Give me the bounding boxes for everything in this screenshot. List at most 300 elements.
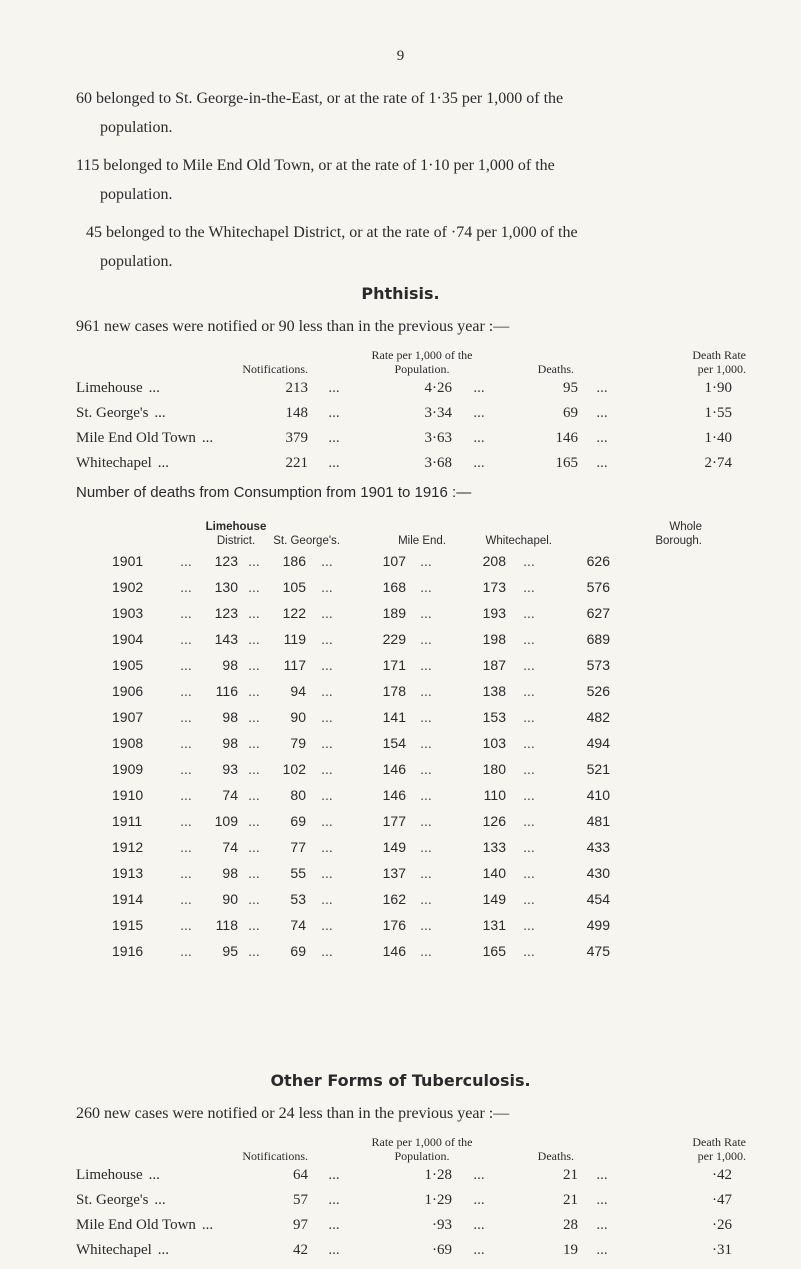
notifications-cell: 57 (293, 1192, 308, 1208)
district-name: Mile End Old Town (76, 1217, 196, 1233)
notifications-cell: 213 (285, 380, 308, 396)
header-rate-line1: Rate per 1,000 of the (371, 348, 473, 362)
limehouse-cell: 98 (222, 735, 238, 751)
leader-dots: ... (154, 1192, 166, 1208)
header-death-rate (578, 1127, 746, 1163)
leader-dots: ... (420, 943, 432, 959)
whole-cell: 576 (586, 579, 610, 595)
leader-dots: ... (420, 553, 432, 569)
header-death-rate (578, 340, 746, 376)
year-cell: 1901 (112, 553, 144, 569)
year-cell: 1911 (112, 813, 143, 829)
leader-dots: ... (420, 735, 432, 751)
mileend-cell: 229 (382, 631, 406, 647)
page-number: 9 (396, 48, 405, 64)
leader-dots: ... (180, 657, 192, 673)
leader-dots: ... (180, 917, 192, 933)
mileend-cell: 141 (382, 709, 406, 725)
header-limehouse-line1: Limehouse (205, 521, 267, 533)
leader-dots: ... (248, 735, 260, 751)
leader-dots: ... (321, 683, 333, 699)
table-row (76, 1188, 746, 1213)
district-name: St. George's (76, 1192, 149, 1208)
leader-dots: ... (180, 709, 192, 725)
notifications-cell: 148 (285, 405, 308, 421)
leader-dots: ... (248, 579, 260, 595)
phthisis-heading: Phthisis. (361, 284, 440, 303)
district-name: Whitechapel (76, 455, 152, 471)
notifications-cell: 42 (293, 1242, 308, 1258)
whitechapel-cell: 103 (482, 735, 506, 751)
leader-dots: ... (596, 430, 608, 446)
leader-dots: ... (523, 735, 535, 751)
leader-dots: ... (328, 1167, 340, 1183)
leader-dots: ... (248, 917, 260, 933)
mileend-cell: 162 (382, 891, 406, 907)
leader-dots: ... (420, 813, 432, 829)
leader-dots: ... (523, 709, 535, 725)
other-tb-table (76, 1127, 746, 1263)
table-row (76, 376, 746, 401)
header-death-rate-line1: Death Rate (692, 1135, 746, 1149)
whole-cell: 573 (586, 657, 610, 673)
stgeorge-cell: 74 (290, 917, 306, 933)
limehouse-cell: 93 (222, 761, 238, 777)
leader-dots: ... (523, 657, 535, 673)
year-cell: 1913 (112, 865, 144, 881)
rate-cell: 3·68 (424, 455, 452, 471)
leader-dots: ... (328, 1242, 340, 1258)
header-rate (308, 340, 506, 376)
leader-dots: ... (321, 761, 333, 777)
whole-cell: 475 (586, 943, 610, 959)
death-rate-cell: ·31 (712, 1242, 732, 1258)
death-rate-cell: ·47 (712, 1192, 732, 1208)
leader-dots: ... (328, 455, 340, 471)
leader-dots: ... (420, 657, 432, 673)
mileend-cell: 189 (382, 605, 406, 621)
table-row (112, 626, 702, 652)
district-cell (76, 426, 222, 451)
death-rate-cell: 1·40 (704, 430, 732, 446)
header-deaths: Deaths. (537, 362, 574, 376)
year-cell: 1912 (112, 839, 144, 855)
limehouse-cell: 109 (214, 813, 238, 829)
table-row (112, 808, 702, 834)
leader-dots: ... (420, 579, 432, 595)
leader-dots: ... (157, 1242, 170, 1258)
leader-dots: ... (248, 683, 260, 699)
leader-dots: ... (596, 455, 608, 471)
mileend-cell: 137 (382, 865, 406, 881)
leader-dots: ... (248, 605, 260, 621)
leader-dots: ... (420, 839, 432, 855)
limehouse-cell: 74 (222, 839, 238, 855)
table-row (76, 426, 746, 451)
whitechapel-cell: 180 (482, 761, 506, 777)
limehouse-cell: 98 (222, 709, 238, 725)
whitechapel-cell: 149 (482, 891, 506, 907)
notifications-cell: 64 (293, 1167, 308, 1183)
limehouse-cell: 95 (222, 943, 238, 959)
paragraph-st-george (76, 84, 746, 142)
district-cell (76, 376, 222, 401)
leader-dots: ... (248, 631, 260, 647)
whitechapel-cell: 187 (482, 657, 506, 673)
stgeorge-cell: 69 (290, 813, 306, 829)
rate-cell: 1·29 (424, 1192, 452, 1208)
paragraph-mile-end (76, 151, 746, 209)
leader-dots: ... (248, 787, 260, 803)
leader-dots: ... (420, 631, 432, 647)
whitechapel-cell: 208 (482, 553, 506, 569)
leader-dots: ... (248, 657, 260, 673)
leader-dots: ... (473, 1167, 485, 1183)
paragraph-line: population. (100, 186, 173, 203)
whitechapel-cell: 133 (482, 839, 506, 855)
limehouse-cell: 123 (214, 605, 238, 621)
deaths-cell: 21 (563, 1167, 578, 1183)
table-row (112, 886, 702, 912)
whole-cell: 433 (586, 839, 610, 855)
death-rate-cell: ·26 (712, 1217, 732, 1233)
mileend-cell: 146 (382, 761, 406, 777)
leader-dots: ... (180, 891, 192, 907)
deaths-cell: 21 (563, 1192, 578, 1208)
leader-dots: ... (473, 380, 485, 396)
leader-dots: ... (321, 735, 333, 751)
district-cell (76, 1213, 222, 1238)
header-st-george: St. George's. (273, 535, 340, 547)
whitechapel-cell: 126 (482, 813, 506, 829)
deaths-cell: 19 (563, 1242, 578, 1258)
death-rate-cell: ·42 (712, 1167, 732, 1183)
leader-dots: ... (473, 1242, 485, 1258)
whole-cell: 689 (586, 631, 610, 647)
district-name: St. George's (76, 405, 149, 421)
leader-dots: ... (321, 787, 333, 803)
table-row (112, 678, 702, 704)
rate-cell: ·93 (432, 1217, 452, 1233)
leader-dots: ... (523, 761, 535, 777)
district-cell (76, 1238, 222, 1263)
phthisis-table (76, 340, 746, 476)
header-limehouse (202, 514, 270, 548)
leader-dots: ... (420, 865, 432, 881)
phthisis-intro: 961 new cases were notified or 90 less than in the previous year :— (76, 318, 510, 335)
mileend-cell: 177 (382, 813, 406, 829)
header-death-rate-line2: per 1,000. (697, 362, 746, 376)
district-cell (76, 1188, 222, 1213)
leader-dots: ... (180, 787, 192, 803)
mileend-cell: 168 (382, 579, 406, 595)
leader-dots: ... (321, 917, 333, 933)
leader-dots: ... (248, 865, 260, 881)
leader-dots: ... (321, 943, 333, 959)
leader-dots: ... (523, 943, 535, 959)
year-cell: 1903 (112, 605, 144, 621)
whole-cell: 482 (586, 709, 610, 725)
whole-cell: 521 (586, 761, 610, 777)
rate-cell: 4·26 (424, 380, 452, 396)
leader-dots: ... (328, 1192, 340, 1208)
table-row (112, 704, 702, 730)
leader-dots: ... (523, 787, 535, 803)
stgeorge-cell: 102 (282, 761, 306, 777)
table-row (76, 451, 746, 476)
whitechapel-cell: 140 (482, 865, 506, 881)
leader-dots: ... (180, 865, 192, 881)
leader-dots: ... (523, 605, 535, 621)
leader-dots: ... (596, 1217, 608, 1233)
mileend-cell: 149 (382, 839, 406, 855)
leader-dots: ... (180, 839, 192, 855)
leader-dots: ... (328, 1217, 340, 1233)
stgeorge-cell: 94 (290, 683, 306, 699)
leader-dots: ... (321, 865, 333, 881)
table-row (112, 860, 702, 886)
deaths-cell: 95 (563, 380, 578, 396)
year-cell: 1908 (112, 735, 144, 751)
leader-dots: ... (321, 631, 333, 647)
district-cell (76, 451, 222, 476)
leader-dots: ... (523, 891, 535, 907)
limehouse-cell: 98 (222, 865, 238, 881)
leader-dots: ... (180, 943, 192, 959)
leader-dots: ... (248, 813, 260, 829)
stgeorge-cell: 80 (290, 787, 306, 803)
table-row (112, 574, 702, 600)
paragraph-line: population. (100, 119, 173, 136)
mileend-cell: 146 (382, 943, 406, 959)
stgeorge-cell: 90 (290, 709, 306, 725)
whole-cell: 454 (586, 891, 610, 907)
district-name: Mile End Old Town (76, 430, 196, 446)
mileend-cell: 176 (382, 917, 406, 933)
year-cell: 1905 (112, 657, 144, 673)
leader-dots: ... (180, 735, 192, 751)
limehouse-cell: 123 (214, 553, 238, 569)
limehouse-cell: 130 (214, 579, 238, 595)
year-cell: 1904 (112, 631, 144, 647)
year-cell: 1915 (112, 917, 144, 933)
header-rate-line2: Population. (394, 362, 450, 376)
leader-dots: ... (473, 405, 485, 421)
header-notifications: Notifications. (242, 1149, 308, 1163)
leader-dots: ... (473, 430, 485, 446)
table-row (112, 756, 702, 782)
header-whole-borough (552, 514, 702, 548)
limehouse-cell: 98 (222, 657, 238, 673)
leader-dots: ... (248, 709, 260, 725)
header-rate-line1: Rate per 1,000 of the (371, 1135, 473, 1149)
other-tb-intro: 260 new cases were notified or 24 less than in the previous year :— (76, 1105, 510, 1122)
consumption-intro: Number of deaths from Consumption from 1901 to 1916 :— (76, 484, 472, 501)
leader-dots: ... (523, 917, 535, 933)
header-notifications: Notifications. (242, 362, 308, 376)
leader-dots: ... (248, 891, 260, 907)
leader-dots: ... (321, 891, 333, 907)
leader-dots: ... (321, 709, 333, 725)
leader-dots: ... (248, 839, 260, 855)
notifications-cell: 221 (285, 455, 308, 471)
deaths-cell: 165 (555, 455, 578, 471)
header-death-rate-line1: Death Rate (692, 348, 746, 362)
death-rate-cell: 1·90 (704, 380, 732, 396)
whitechapel-cell: 138 (482, 683, 506, 699)
death-rate-cell: 2·74 (704, 455, 732, 471)
deaths-cell: 146 (555, 430, 578, 446)
leader-dots: ... (523, 865, 535, 881)
header-whole-line1: Whole (669, 521, 702, 533)
leader-dots: ... (321, 839, 333, 855)
leader-dots: ... (157, 455, 170, 471)
leader-dots: ... (596, 380, 608, 396)
leader-dots: ... (180, 683, 192, 699)
header-rate-line2: Population. (394, 1149, 450, 1163)
limehouse-cell: 74 (222, 787, 238, 803)
mileend-cell: 107 (382, 553, 406, 569)
rate-cell: ·69 (432, 1242, 452, 1258)
leader-dots: ... (473, 455, 485, 471)
table-row (112, 912, 702, 938)
district-cell (76, 401, 222, 426)
leader-dots: ... (201, 430, 214, 446)
header-death-rate-line2: per 1,000. (697, 1149, 746, 1163)
leader-dots: ... (201, 1217, 214, 1233)
stgeorge-cell: 122 (282, 605, 306, 621)
leader-dots: ... (420, 605, 432, 621)
leader-dots: ... (473, 1217, 485, 1233)
leader-dots: ... (248, 943, 260, 959)
year-cell: 1910 (112, 787, 144, 803)
table-row (112, 548, 702, 574)
mileend-cell: 178 (382, 683, 406, 699)
leader-dots: ... (248, 761, 260, 777)
header-deaths: Deaths. (537, 1149, 574, 1163)
leader-dots: ... (180, 605, 192, 621)
stgeorge-cell: 105 (282, 579, 306, 595)
leader-dots: ... (180, 631, 192, 647)
leader-dots: ... (523, 631, 535, 647)
deaths-cell: 69 (563, 405, 578, 421)
rate-cell: 3·63 (424, 430, 452, 446)
limehouse-cell: 143 (214, 631, 238, 647)
whole-cell: 481 (586, 813, 610, 829)
leader-dots: ... (328, 405, 340, 421)
whole-cell: 499 (586, 917, 610, 933)
paragraph-whitechapel (86, 218, 756, 276)
stgeorge-cell: 186 (282, 553, 306, 569)
deaths-cell: 28 (563, 1217, 578, 1233)
year-cell: 1907 (112, 709, 144, 725)
whole-cell: 494 (586, 735, 610, 751)
whole-cell: 626 (586, 553, 610, 569)
whole-cell: 526 (586, 683, 610, 699)
whitechapel-cell: 131 (482, 917, 506, 933)
whole-cell: 430 (586, 865, 610, 881)
whitechapel-cell: 198 (482, 631, 506, 647)
notifications-cell: 97 (293, 1217, 308, 1233)
table-row (112, 834, 702, 860)
leader-dots: ... (148, 380, 160, 396)
stgeorge-cell: 53 (290, 891, 306, 907)
whitechapel-cell: 110 (483, 787, 506, 803)
leader-dots: ... (321, 579, 333, 595)
leader-dots: ... (180, 813, 192, 829)
limehouse-cell: 118 (215, 917, 238, 933)
leader-dots: ... (596, 405, 608, 421)
leader-dots: ... (248, 553, 260, 569)
other-tb-heading: Other Forms of Tuberculosis. (270, 1071, 531, 1090)
table-row (76, 1163, 746, 1188)
leader-dots: ... (523, 839, 535, 855)
mileend-cell: 171 (382, 657, 406, 673)
paragraph-line: 60 belonged to St. George-in-the-East, or at the rate of 1·35 per 1,000 of the (76, 90, 564, 107)
table-row (112, 652, 702, 678)
leader-dots: ... (523, 813, 535, 829)
table-row (112, 938, 702, 964)
paragraph-line: 45 belonged to the Whitechapel District, or at the rate of ·74 per 1,000 of the (86, 224, 578, 241)
stgeorge-cell: 119 (283, 631, 306, 647)
year-cell: 1914 (112, 891, 144, 907)
whole-cell: 627 (586, 605, 610, 621)
whole-cell: 410 (586, 787, 610, 803)
table-row (112, 782, 702, 808)
leader-dots: ... (148, 1167, 160, 1183)
whitechapel-cell: 173 (482, 579, 506, 595)
header-limehouse-line2: District. (216, 535, 256, 547)
table-row (76, 1238, 746, 1263)
leader-dots: ... (154, 405, 166, 421)
limehouse-cell: 90 (222, 891, 238, 907)
consumption-table (112, 514, 702, 964)
table-row (76, 401, 746, 426)
stgeorge-cell: 55 (290, 865, 306, 881)
district-name: Limehouse (76, 1167, 143, 1183)
leader-dots: ... (420, 683, 432, 699)
whitechapel-cell: 193 (482, 605, 506, 621)
mileend-cell: 146 (382, 787, 406, 803)
district-cell (76, 1163, 222, 1188)
stgeorge-cell: 79 (290, 735, 306, 751)
district-name: Whitechapel (76, 1242, 152, 1258)
leader-dots: ... (420, 917, 432, 933)
leader-dots: ... (321, 553, 333, 569)
leader-dots: ... (321, 813, 333, 829)
whitechapel-cell: 153 (482, 709, 506, 725)
table-row (112, 730, 702, 756)
stgeorge-cell: 69 (290, 943, 306, 959)
whitechapel-cell: 165 (482, 943, 506, 959)
stgeorge-cell: 77 (290, 839, 306, 855)
stgeorge-cell: 117 (283, 657, 306, 673)
leader-dots: ... (523, 579, 535, 595)
leader-dots: ... (328, 430, 340, 446)
leader-dots: ... (180, 761, 192, 777)
year-cell: 1916 (112, 943, 144, 959)
leader-dots: ... (473, 1192, 485, 1208)
leader-dots: ... (523, 683, 535, 699)
header-whitechapel: Whitechapel. (485, 535, 552, 547)
leader-dots: ... (420, 891, 432, 907)
leader-dots: ... (420, 709, 432, 725)
header-whole-line2: Borough. (655, 535, 702, 547)
leader-dots: ... (523, 553, 535, 569)
paragraph-line: 115 belonged to Mile End Old Town, or at the rate of 1·10 per 1,000 of the (76, 157, 555, 174)
leader-dots: ... (596, 1192, 608, 1208)
paragraph-line: population. (100, 253, 173, 270)
